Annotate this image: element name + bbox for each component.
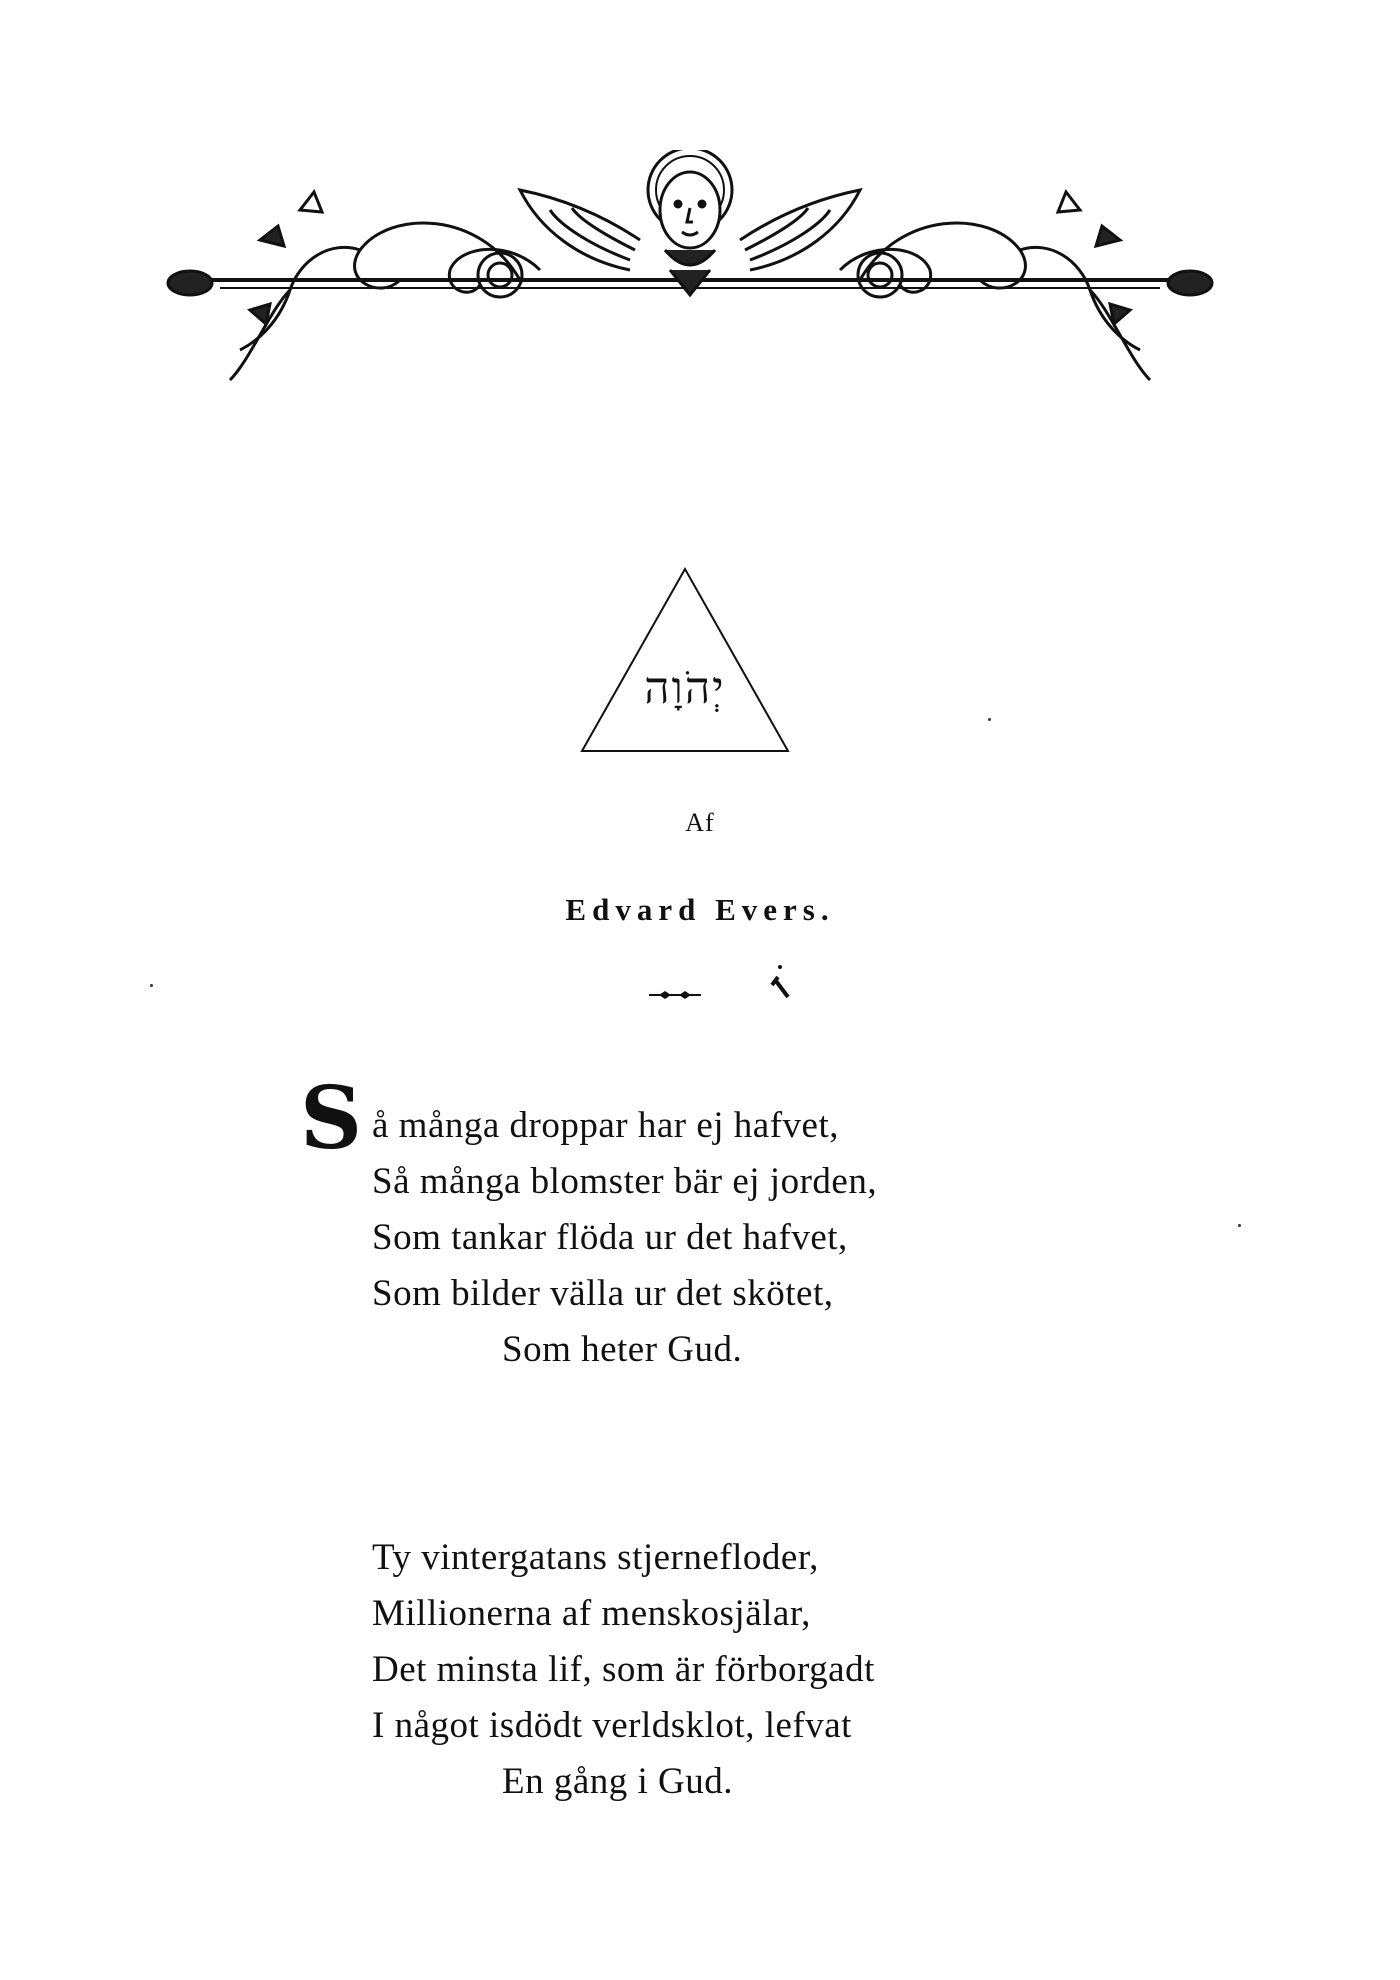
poem-line: Som bilder välla ur det skötet, — [372, 1273, 834, 1314]
triangle-icon — [578, 565, 792, 755]
poem-line: Millionerna af menskosjälar, — [372, 1593, 811, 1634]
stanza-2 — [372, 1530, 875, 1810]
poem-line: I något isdödt verldsklot, lefvat — [372, 1705, 852, 1746]
tetragrammaton-triangle — [578, 565, 792, 755]
poem-refrain: En gång i Gud. — [502, 1761, 734, 1802]
poem-line — [300, 1068, 877, 1169]
print-speck — [150, 984, 153, 987]
hebrew-name: יְהֹוָה — [644, 663, 726, 714]
print-speck — [988, 718, 991, 721]
print-speck — [1238, 1224, 1241, 1227]
author-name: Edvard Evers. — [565, 892, 835, 927]
poem-refrain: Som heter Gud. — [502, 1329, 743, 1370]
drop-cap: S — [300, 1068, 363, 1169]
poem-line: Ty vintergatans stjernefloder, — [372, 1537, 819, 1578]
cherub-ornament-icon — [160, 150, 1220, 410]
dash-ornament-icon — [645, 985, 705, 1005]
stanza-1 — [300, 1068, 878, 1378]
poem-line: Det minsta lif, som är förborgadt — [372, 1649, 875, 1690]
poem-line: Som tankar flöda ur det hafvet, — [372, 1217, 848, 1258]
poem-line-text: å många droppar har ej hafvet, — [372, 1105, 840, 1146]
byline-af: Af — [685, 808, 715, 837]
ink-mark-icon — [766, 963, 796, 1003]
poem-line: Så många blomster bär ej jorden, — [372, 1161, 878, 1202]
